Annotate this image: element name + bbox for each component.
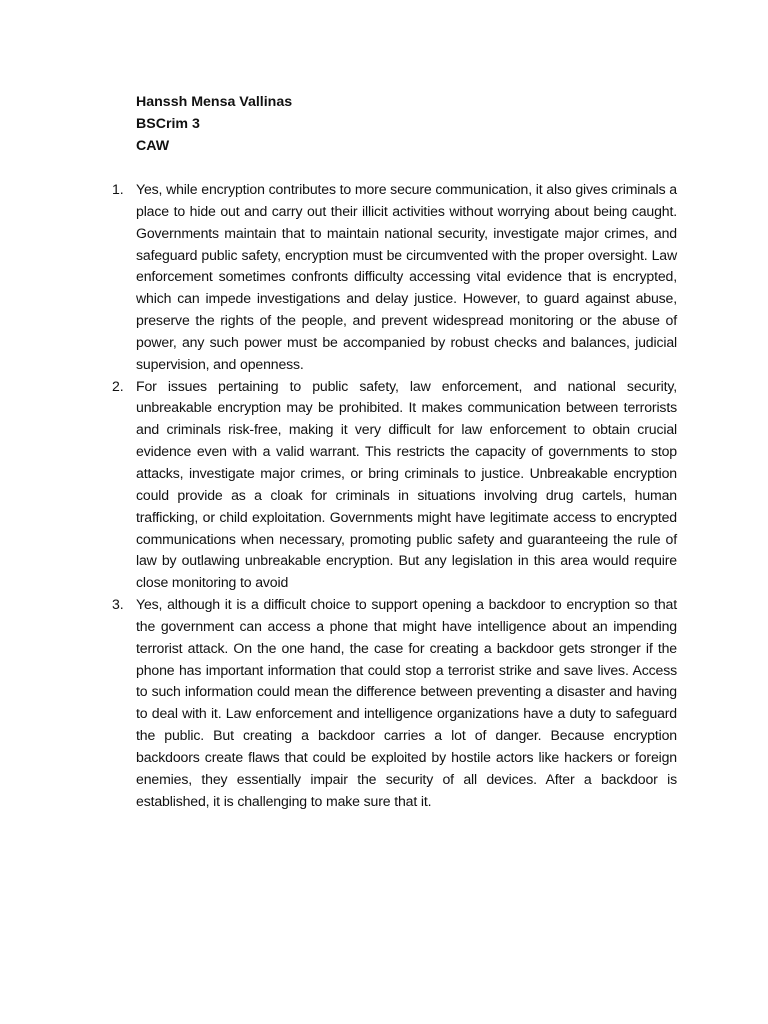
- student-name: Hanssh Mensa Vallinas: [136, 94, 293, 110]
- student-header: [136, 92, 292, 157]
- answer-text: Yes, although it is a difficult choice to support opening a backdoor to encryption so that the government can access a phone that might have intelligence about an impending terrorist attack. On the one hand, the case for creating a backdoor gets stronger if the phone has important information that could stop a terrorist strike and save lives. Access to such information could mean the difference between preventing a disaster and having to deal with it. Law enforcement and intelligence organizations have a duty to safeguard the public. But creating a backdoor carries a lot of danger. Because encryption backdoors create flaws that could be exploited by hostile actors like hackers or foreign enemies, they essentially impair the security of all devices. After a backdoor is established, it is challenging to make sure that it.: [136, 596, 677, 809]
- answer-item-1: [112, 179, 677, 376]
- answer-item-3: [112, 594, 677, 812]
- answer-item-2: [112, 376, 677, 594]
- answer-number: 1.: [112, 181, 124, 197]
- answer-number: 3.: [112, 596, 124, 613]
- answer-list: [112, 179, 677, 812]
- answer-text: For issues pertaining to public safety, law enforcement, and national security, unbreakable encryption may be prohibited. It makes communication between terrorists and criminals risk-free, making it very difficult for law enforcement to obtain crucial evidence even with a valid warrant. This restricts the capacity of governments to stop attacks, investigate major crimes, or bring criminals to justice. Unbreakable encryption could provide as a cloak for criminals in situations involving drug cartels, human trafficking, or child exploitation. Governments might have legitimate access to encrypted communications when necessary, promoting public safety and guaranteeing the rule of law by outlawing unbreakable encryption. But any legislation in this area would require close monitoring to avoid: [136, 377, 677, 591]
- answer-number: 2.: [112, 377, 124, 394]
- answer-text: Yes, while encryption contributes to more secure communication, it also gives criminals a place to hide out and carry out their illicit activities without worrying about being caught. Governments maintain that to maintain national security, investigate major crimes, and safeguard public safety, encryption must be circumvented with the proper oversight. Law enforcement sometimes confronts difficulty accessing vital evidence that is encrypted, which can impede investigations and delay justice. However, to guard against abuse, preserve the rights of the people, and prevent widespread monitoring or the abuse of power, any such power must be accompanied by robust checks and balances, judicial supervision, and openness.: [136, 181, 677, 372]
- course-label: BSCrim 3: [136, 115, 200, 132]
- subject-label: CAW: [136, 137, 170, 154]
